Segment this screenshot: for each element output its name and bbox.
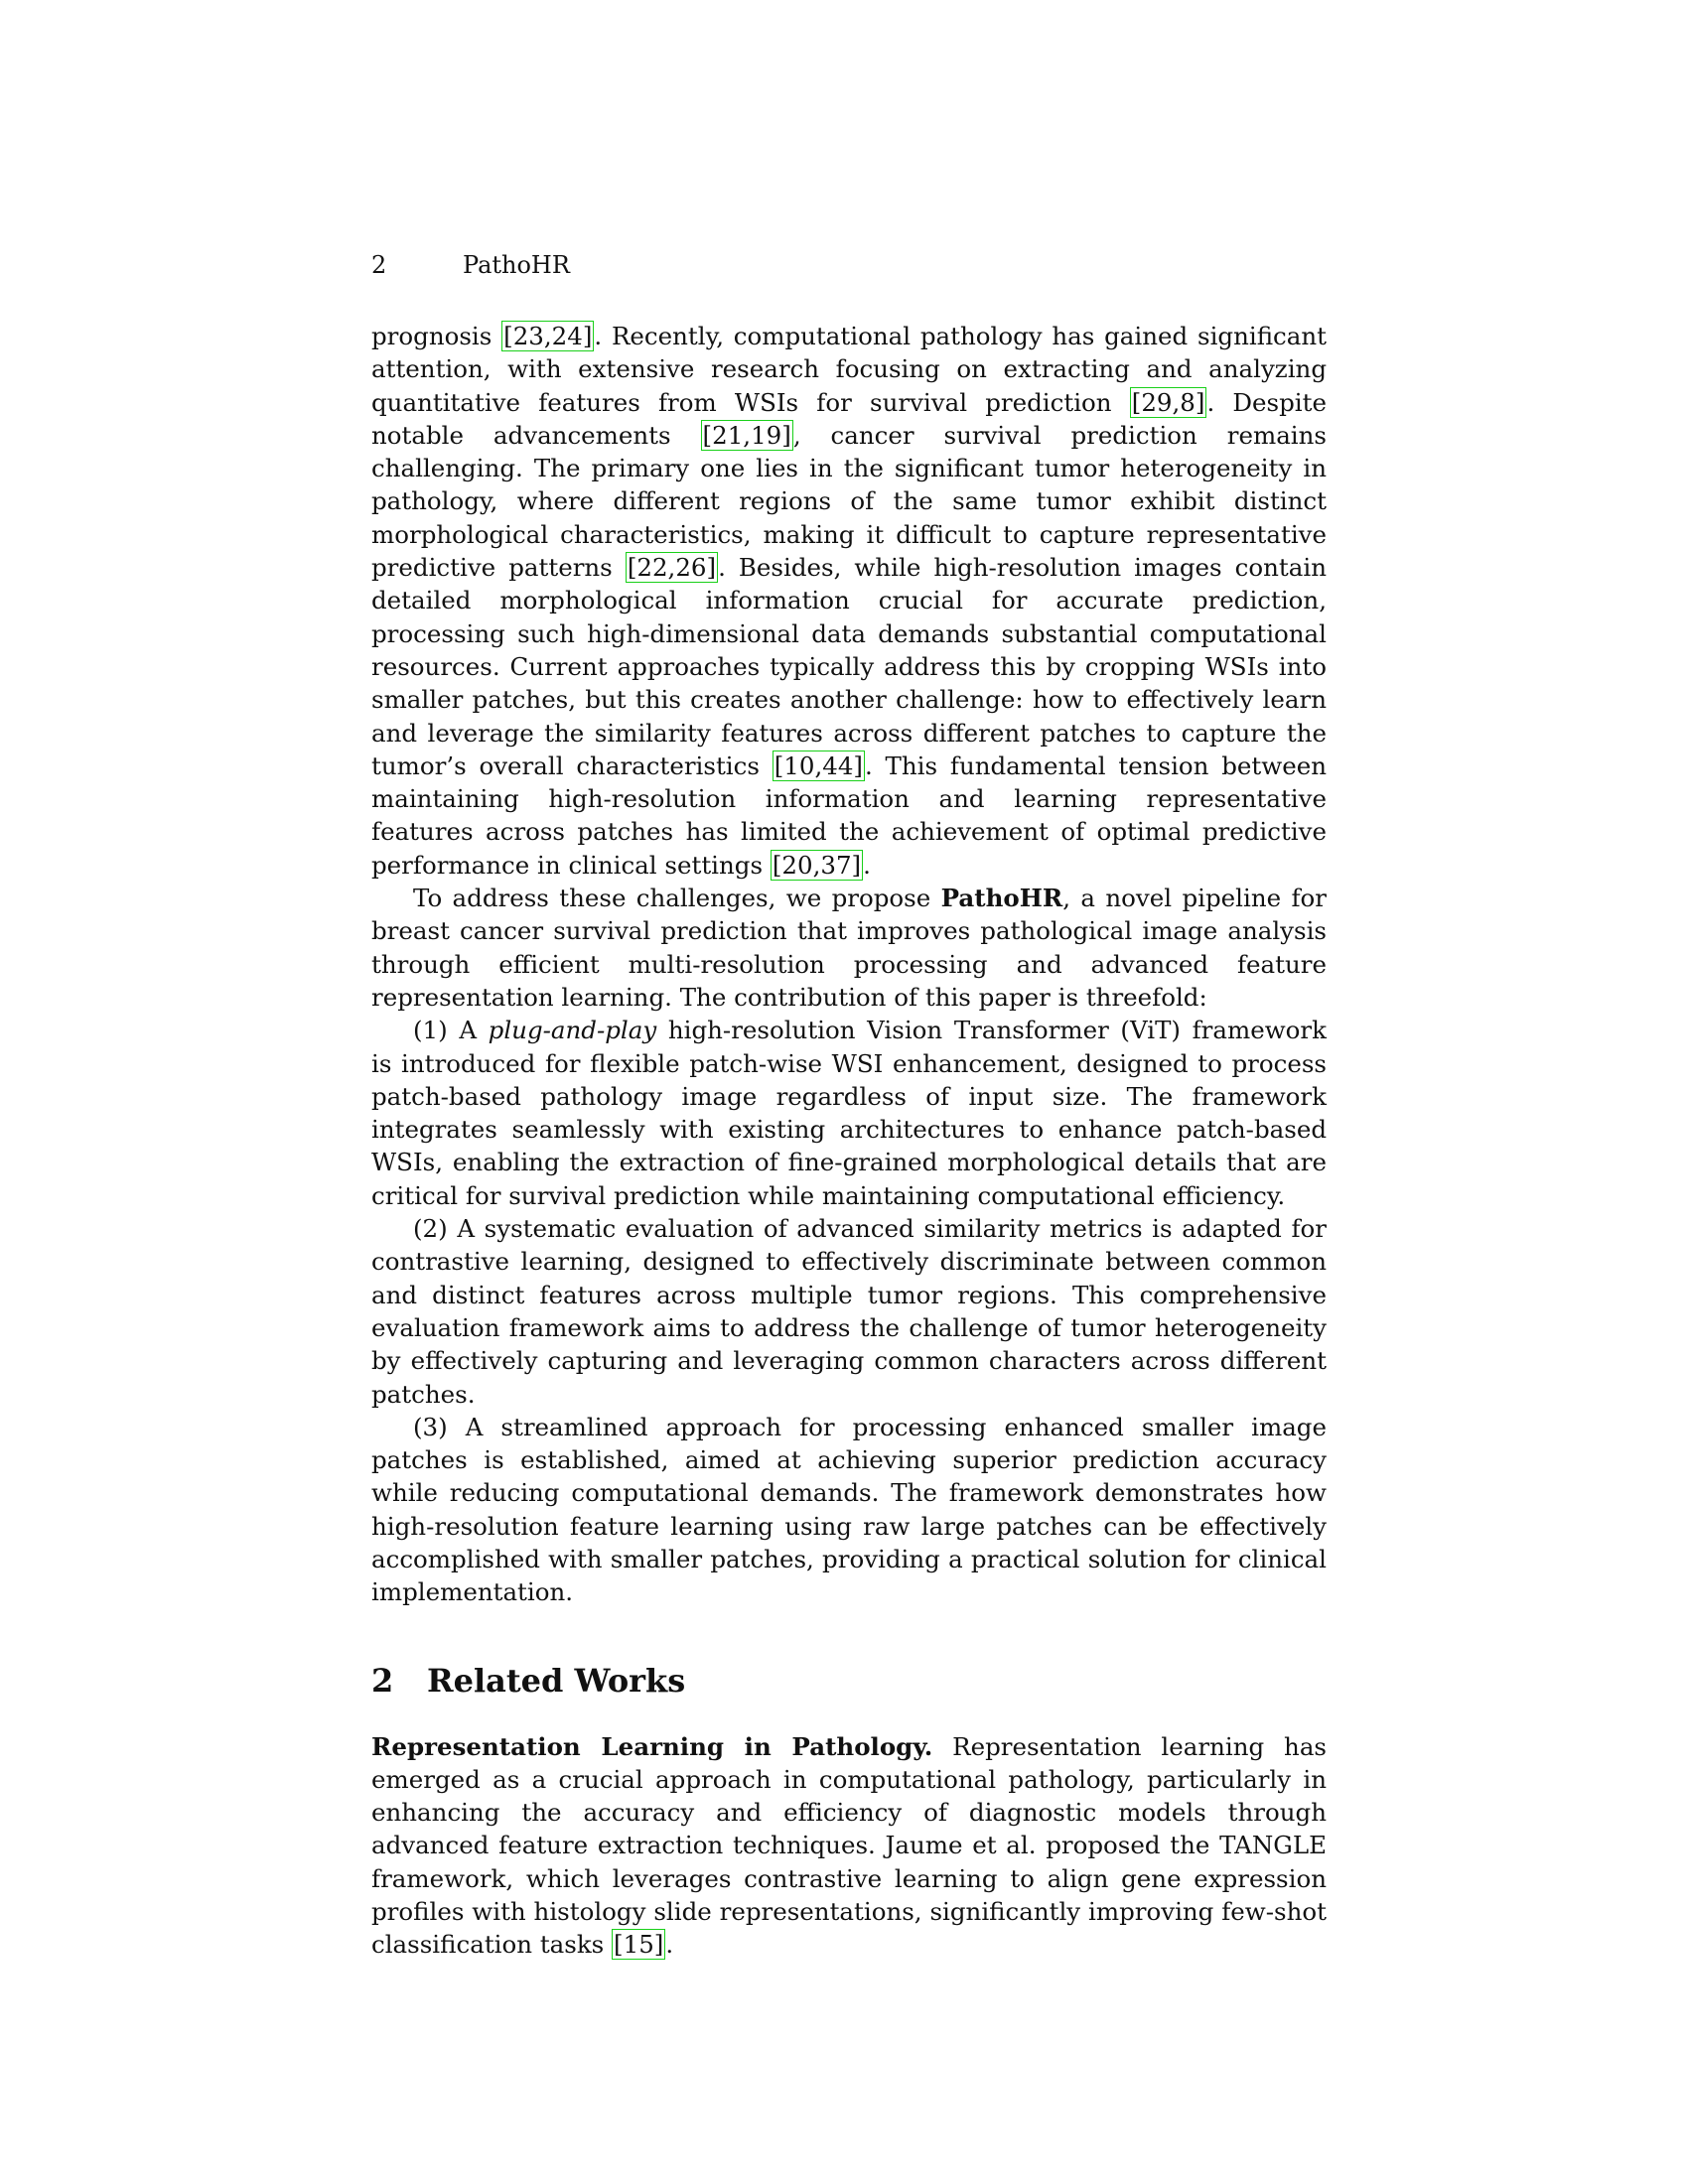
text-run: . Despite notable advancements <box>371 387 1327 450</box>
citation-link[interactable]: [15] <box>614 1930 664 1960</box>
text-run: To address these challenges, we propose <box>413 884 941 913</box>
text-run: . <box>863 850 871 880</box>
running-header <box>371 250 570 280</box>
running-title: PathoHR <box>463 251 570 279</box>
section-number: 2 <box>371 1661 394 1700</box>
citation-link[interactable]: [22,26] <box>627 553 717 583</box>
text-run: . Besides, while high-resolution images contain detailed morphological information crucial for accurate prediction, processing such high-dimensional data demands substantial computational resources. Current approaches typically address this by cropping WSIs into smaller patches, but this creates another challenge: how to effectively learn and leverage the similarity features across different patches to capture the tumor’s overall characteristics <box>371 553 1327 780</box>
citation-link[interactable]: [23,24] <box>503 322 593 350</box>
citation-link[interactable]: [10,44] <box>774 751 863 780</box>
text-run: , a novel pipeline for breast cancer survival prediction that improves pathological image analysis through efficient multi-resolution processing and advanced feature representation learning. The contribution of this paper is threefold: <box>371 884 1327 1012</box>
page-body <box>371 320 1327 1962</box>
text-run: . <box>665 1930 674 1960</box>
paragraph-title: Representation Learning in Pathology. <box>371 1731 933 1761</box>
paragraph-contribution-1 <box>371 1014 1327 1212</box>
method-name: PathoHR <box>940 884 1063 913</box>
paragraph-intro-continuation <box>371 320 1327 882</box>
paragraph-representation-learning <box>371 1730 1327 1962</box>
text-run: (1) A <box>413 1016 489 1045</box>
text-run: Representation learning has emerged as a crucial approach in computational pathology, particularly in enhancing the accuracy and efficiency of diagnostic models through advanced feature extraction techniques. Jaume et al. proposed the TANGLE framework, which leverages contrastive learning to align gene expression profiles with histology slide representations, significantly improving few-shot classification tasks <box>371 1731 1328 1960</box>
text-run: . This fundamental tension between maintaining high-resolution information and learning representative features across patches has limited the achievement of optimal predictive performance in clinical settings <box>371 751 1327 880</box>
emphasis: plug-and-play <box>488 1016 657 1045</box>
paragraph-contribution-3: (3) A streamlined approach for processing enhanced smaller image patches is established, aimed at achieving superior prediction accuracy while reducing computational demands. The framework demonstrates how high-resolution feature learning using raw large patches can be effectively accomplished with smaller patches, providing a practical solution for clinical implementation. <box>371 1412 1327 1607</box>
citation-link[interactable]: [21,19] <box>702 420 791 450</box>
citation-link[interactable]: [20,37] <box>772 850 862 880</box>
section-heading-related-works <box>371 1661 1327 1701</box>
text-run: prognosis <box>371 322 502 350</box>
paragraph-proposal <box>371 882 1327 1014</box>
citation-link[interactable]: [29,8] <box>1131 387 1205 417</box>
text-run: . Recently, computational pathology has gained significant attention, with extensive research focusing on extracting and analyzing quantitative features from WSIs for survival prediction <box>371 322 1328 417</box>
paragraph-contribution-2: (2) A systematic evaluation of advanced similarity metrics is adapted for contrastive learning, designed to effectively discriminate between common and distinct features across multiple tumor regions. This comprehensive evaluation framework aims to address the challenge of tumor heterogeneity by effectively capturing and leveraging common characters across different patches. <box>371 1214 1327 1409</box>
section-title: Related Works <box>427 1661 686 1700</box>
text-run: high-resolution Vision Transformer (ViT) framework is introduced for flexible patch-wise WSI enhancement, designed to process patch-based pathology image regardless of input size. The framework integrates seamlessly with existing architectures to enhance patch-based WSIs, enabling the extraction of fine-grained morphological details that are critical for survival prediction while maintaining computational efficiency. <box>371 1016 1327 1210</box>
text-run: , cancer survival prediction remains challenging. The primary one lies in the significant tumor heterogeneity in pathology, where different regions of the same tumor exhibit distinct morphological characteristics, making it difficult to capture representative predictive patterns <box>371 420 1327 583</box>
page-number: 2 <box>371 251 387 279</box>
